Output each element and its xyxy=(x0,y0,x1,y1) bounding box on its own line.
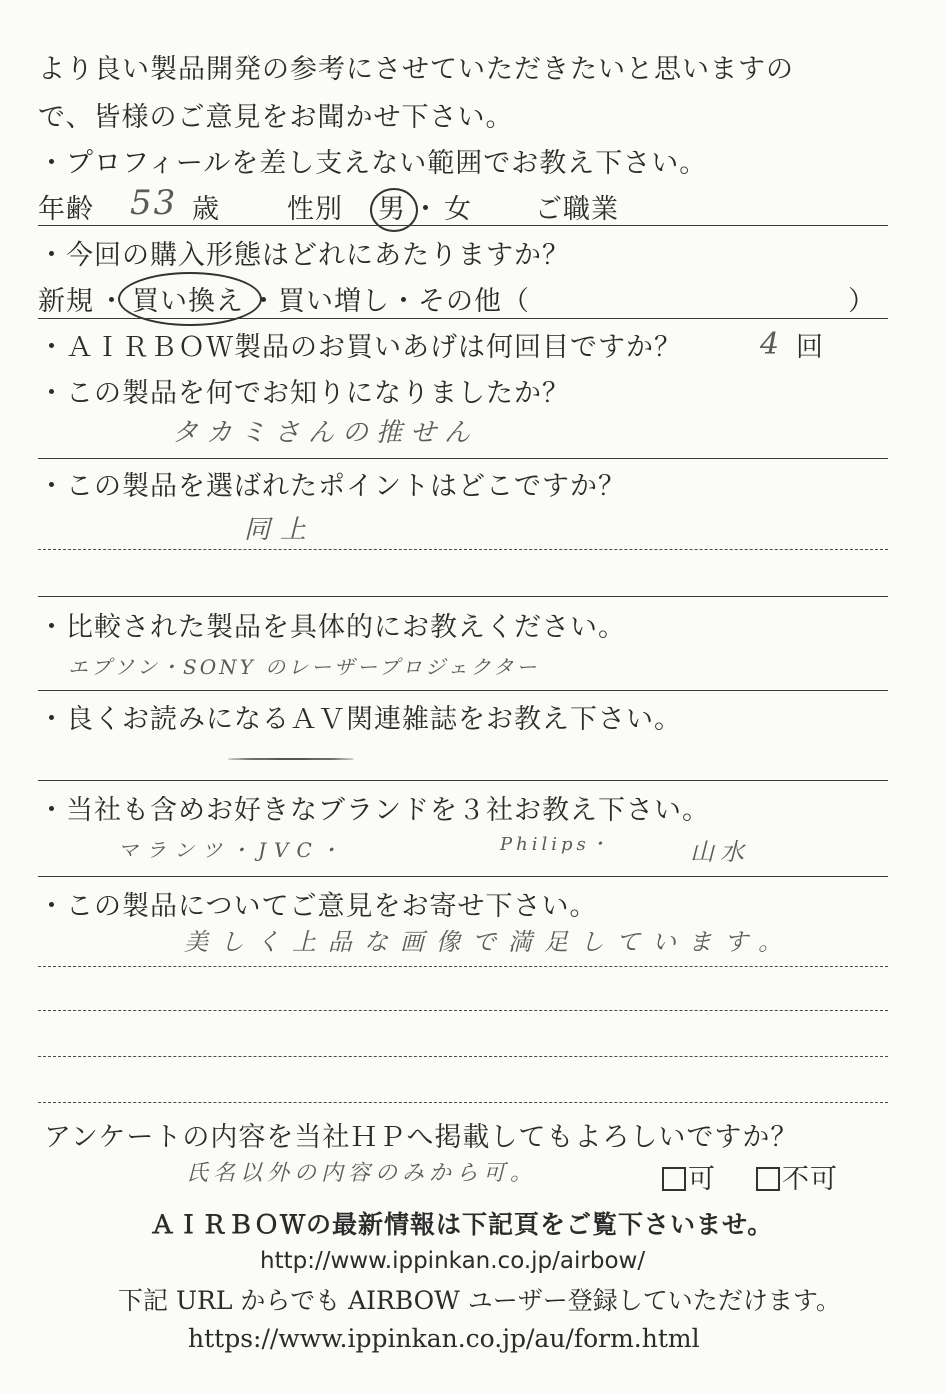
footer-url-2[interactable]: https://www.ippinkan.co.jp/au/form.html xyxy=(188,1324,700,1353)
brands-question: ・当社も含めお好きなブランドを３社お教え下さい。 xyxy=(38,795,710,826)
brands-rule xyxy=(38,876,888,877)
purchase-replace: 買い換え xyxy=(132,286,244,317)
count-question: ・ＡＩＲＢＯＷ製品のお買いあげは何回目ですか？ xyxy=(38,332,682,363)
gender-female: 女 xyxy=(444,194,472,225)
opinion-line-3 xyxy=(38,1056,888,1057)
gender-separator: ・ xyxy=(412,194,440,225)
purchase-separator: ・ xyxy=(98,286,126,317)
profile-question: ・プロフィールを差し支えない範囲でお教え下さい。 xyxy=(38,148,708,179)
opinion-line-4 xyxy=(38,1102,888,1103)
age-value: 53 xyxy=(130,183,178,223)
publish-answer: 氏名以外の内容のみから可。 xyxy=(186,1161,538,1186)
gender-male: 男 xyxy=(378,194,406,225)
footer-url-1[interactable]: http://www.ippinkan.co.jp/airbow/ xyxy=(260,1248,646,1274)
publish-option-yes[interactable] xyxy=(662,1166,716,1193)
magazine-rule xyxy=(38,780,888,781)
intro-line-1: より良い製品開発の参考にさせていただきたいと思いますの xyxy=(38,54,794,85)
purchase-question: ・今回の購入形態はどれにあたりますか？ xyxy=(38,240,570,271)
footer-info: ＡＩＲＢＯＷの最新情報は下記頁をご覧下さいませ。 xyxy=(150,1210,774,1239)
points-rule xyxy=(38,596,888,597)
age-label: 年齢 xyxy=(38,194,94,225)
brands-answer-2: Philips・ xyxy=(500,834,612,855)
count-value: 4 xyxy=(760,327,786,362)
opinion-answer: 美しく上品な画像で満足しています。 xyxy=(184,928,795,956)
magazine-answer-dash xyxy=(228,758,354,760)
checkbox-yes[interactable] xyxy=(662,1167,686,1191)
source-question: ・この製品を何でお知りになりましたか？ xyxy=(38,378,570,409)
brands-answer-3: 山水 xyxy=(690,838,750,866)
opinion-line-2 xyxy=(38,1010,888,1011)
publish-option-no[interactable] xyxy=(756,1166,838,1193)
magazine-question: ・良くお読みになるＡＶ関連雑誌をお教え下さい。 xyxy=(38,704,682,735)
compare-question: ・比較された製品を具体的にお教えください。 xyxy=(38,612,626,643)
source-rule xyxy=(38,458,888,459)
purchase-close-paren: ） xyxy=(848,286,876,317)
opinion-line-1 xyxy=(38,966,888,967)
purchase-rule xyxy=(38,318,888,319)
publish-question: アンケートの内容を当社ＨＰへ掲載してもよろしいですか？ xyxy=(44,1122,799,1153)
compare-rule xyxy=(38,690,888,691)
purchase-new: 新規 xyxy=(38,286,94,317)
footer-register: 下記 URL からでも AIRBOW ユーザー登録していただけます。 xyxy=(118,1286,841,1315)
purchase-other-options: ・買い増し・その他（ xyxy=(250,286,530,317)
gender-label: 性別 xyxy=(287,194,343,225)
source-answer: タカミさんの推せん xyxy=(172,418,479,448)
age-unit: 歳 xyxy=(192,194,220,225)
brands-answer-1: マランツ・JVC・ xyxy=(118,838,348,862)
opinion-question: ・この製品についてご意見をお寄せ下さい。 xyxy=(38,891,598,922)
intro-line-2: で、皆様のご意見をお聞かせ下さい。 xyxy=(38,102,514,133)
publish-yes-label: 可 xyxy=(688,1164,716,1195)
checkbox-no[interactable] xyxy=(756,1167,780,1191)
count-unit: 回 xyxy=(796,332,824,363)
profile-rule xyxy=(38,225,888,226)
occupation-label: ご職業 xyxy=(535,194,619,225)
points-answer: 同上 xyxy=(244,515,317,545)
points-question: ・この製品を選ばれたポイントはどこですか？ xyxy=(38,471,626,502)
publish-no-label: 不可 xyxy=(782,1164,838,1195)
compare-answer: エプソン・SONY のレーザープロジェクター xyxy=(68,655,540,679)
points-line-1 xyxy=(38,549,888,550)
